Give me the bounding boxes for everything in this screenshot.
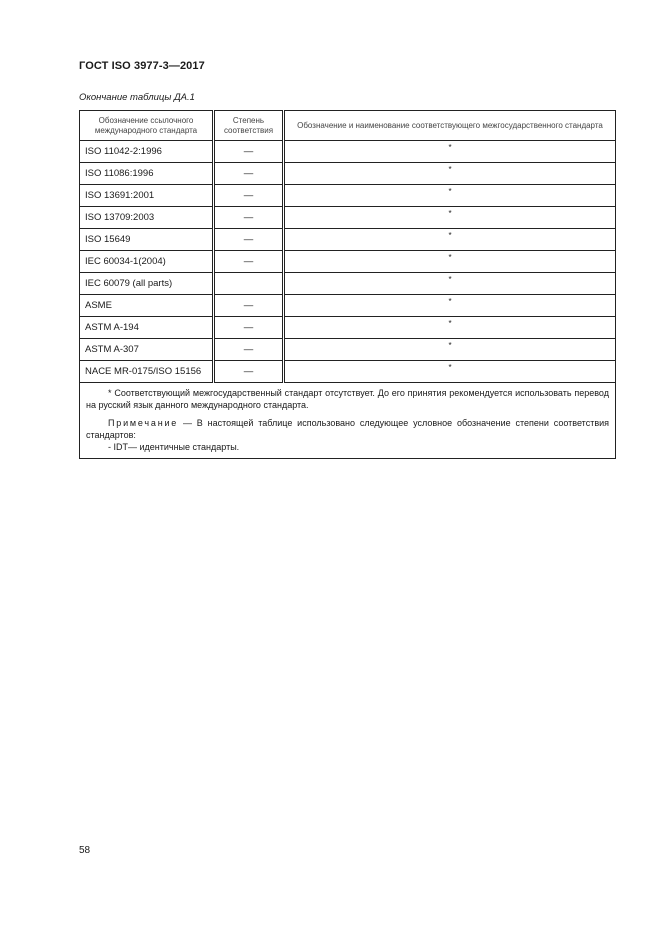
standard-cell: ASTM A-194 <box>80 317 214 339</box>
degree-cell: — <box>214 163 284 185</box>
notes-row <box>80 383 616 459</box>
interstate-cell: * <box>284 295 616 317</box>
table-row <box>80 229 616 251</box>
degree-cell: — <box>214 339 284 361</box>
page-number: 58 <box>79 845 91 856</box>
degree-cell: — <box>214 317 284 339</box>
header-degree: Степень соответствия <box>214 111 284 141</box>
standard-cell: IEC 60034-1(2004) <box>80 251 214 273</box>
note-paragraph <box>86 417 609 441</box>
standard-cell: ISO 11042-2:1996 <box>80 141 214 163</box>
interstate-cell: * <box>284 163 616 185</box>
standards-table <box>79 110 616 459</box>
degree-cell: — <box>214 251 284 273</box>
table-header-row <box>80 111 616 141</box>
interstate-cell: * <box>284 317 616 339</box>
table-caption: Окончание таблицы ДА.1 <box>79 92 195 103</box>
footnote: * Соответствующий межгосударственный стандарт отсутствует. До его принятия рекомендуется использовать перевод на русский язык данного международного стандарта. <box>86 388 609 410</box>
note-text: — В настоящей таблице использовано следующее условное обозначение степени соответствия стандартов: <box>86 418 609 440</box>
degree-cell: — <box>214 361 284 383</box>
degree-cell: — <box>214 229 284 251</box>
table-row <box>80 273 616 295</box>
standard-cell: ISO 15649 <box>80 229 214 251</box>
standard-cell: IEC 60079 (all parts) <box>80 273 214 295</box>
header-reference-standard: Обозначение ссылочного международного стандарта <box>80 111 214 141</box>
table-row <box>80 295 616 317</box>
degree-cell: — <box>214 207 284 229</box>
interstate-cell: * <box>284 273 616 295</box>
table-row <box>80 251 616 273</box>
table-row <box>80 141 616 163</box>
table-row <box>80 185 616 207</box>
degree-cell: — <box>214 295 284 317</box>
standard-cell: ISO 13709:2003 <box>80 207 214 229</box>
table-row <box>80 317 616 339</box>
interstate-cell: * <box>284 339 616 361</box>
table-row <box>80 207 616 229</box>
degree-cell: — <box>214 185 284 207</box>
standard-cell: NACE MR-0175/ISO 15156 <box>80 361 214 383</box>
interstate-cell: * <box>284 141 616 163</box>
table-row <box>80 163 616 185</box>
notes-cell <box>80 383 616 459</box>
standard-cell: ASME <box>80 295 214 317</box>
note-label: Примечание <box>108 418 179 428</box>
standard-cell: ASTM A-307 <box>80 339 214 361</box>
interstate-cell: * <box>284 185 616 207</box>
document-header: ГОСТ ISO 3977-3—2017 <box>79 60 205 72</box>
degree-cell: — <box>214 141 284 163</box>
standard-cell: ISO 13691:2001 <box>80 185 214 207</box>
interstate-cell: * <box>284 229 616 251</box>
degree-cell <box>214 273 284 295</box>
table-row <box>80 361 616 383</box>
table-row <box>80 339 616 361</box>
interstate-cell: * <box>284 361 616 383</box>
interstate-cell: * <box>284 207 616 229</box>
note-item: - IDT— идентичные стандарты. <box>108 442 240 452</box>
interstate-cell: * <box>284 251 616 273</box>
header-interstate-standard: Обозначение и наименование соответствующего межгосударственного стандарта <box>284 111 616 141</box>
standard-cell: ISO 11086:1996 <box>80 163 214 185</box>
